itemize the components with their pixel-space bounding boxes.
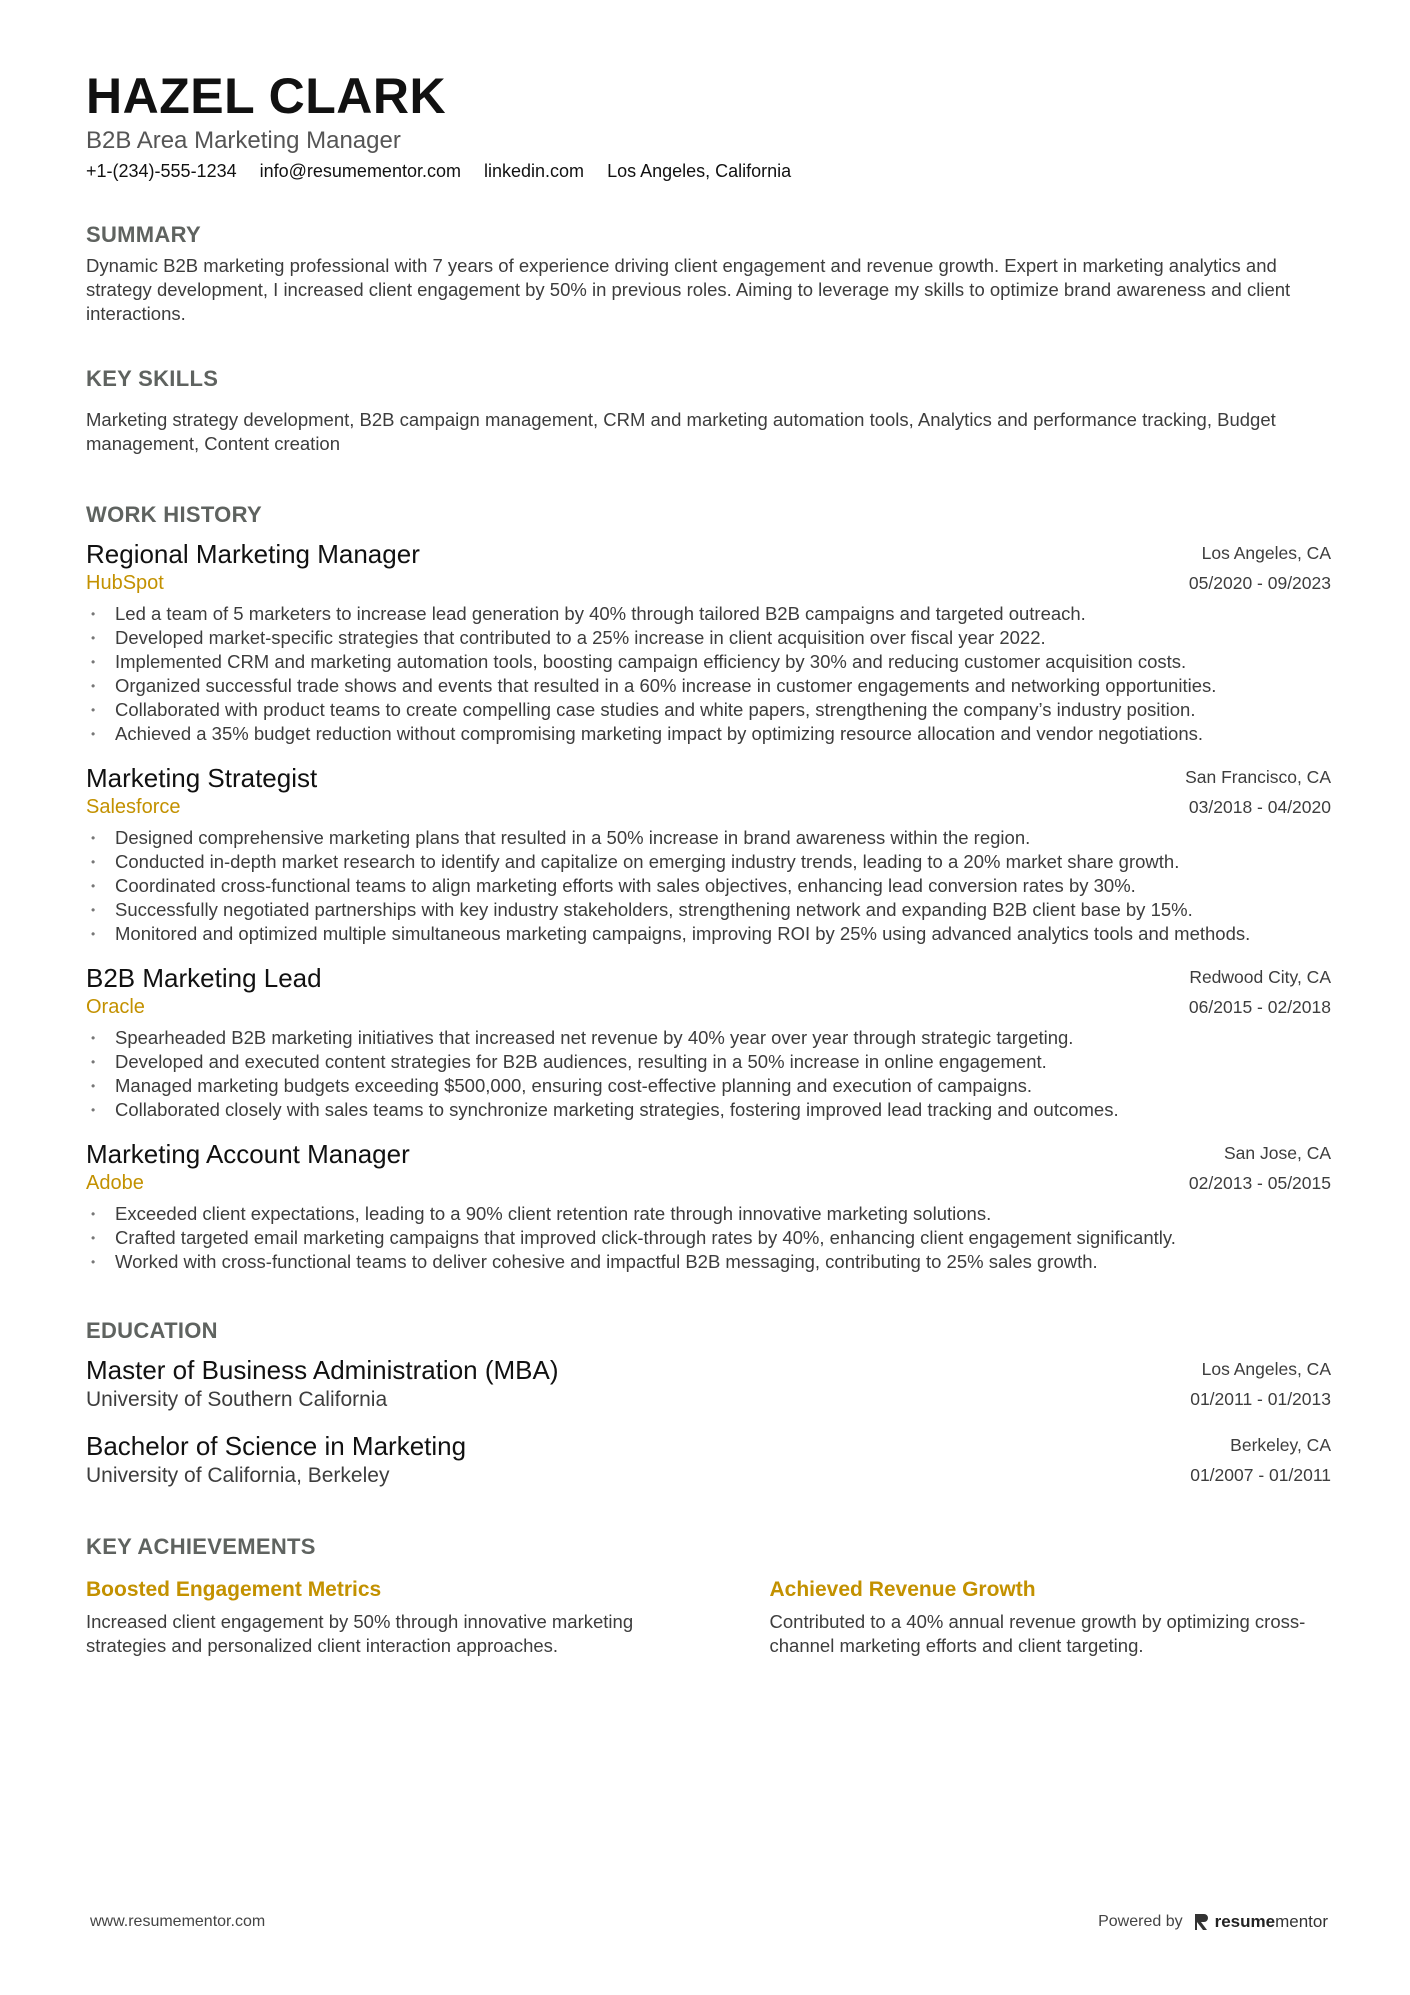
job-bullets	[86, 1026, 1331, 1122]
job-bullet: • Conducted in-depth market research to identify and capitalize on emerging industry trends, leading to a 20% market share growth.	[86, 850, 1331, 874]
job-bullets	[86, 826, 1331, 946]
education-degree: Bachelor of Science in Marketing	[86, 1430, 467, 1461]
job-company: Adobe	[86, 1171, 144, 1194]
achievement-card	[86, 1576, 648, 1658]
brand-rest: mentor	[1275, 1912, 1328, 1931]
job-bullet: • Developed market-specific strategies that contributed to a 25% increase in client acquisition over fiscal year 2022.	[86, 626, 1331, 650]
education-location: Berkeley, CA	[1230, 1434, 1331, 1455]
achievement-desc: Contributed to a 40% annual revenue growth by optimizing cross-channel marketing efforts and client targeting.	[769, 1610, 1306, 1656]
achievement-desc: Increased client engagement by 50% through innovative marketing strategies and personalized client interaction approaches.	[86, 1610, 634, 1656]
summary-section	[86, 222, 1331, 326]
job-bullet: • Coordinated cross-functional teams to align marketing efforts with sales objectives, enhancing lead conversion rates by 30%.	[86, 874, 1331, 898]
education-school: University of Southern California	[86, 1387, 388, 1411]
job-bullet: • Crafted targeted email marketing campaigns that improved click-through rates by 40%, enhancing client engagement significantly.	[86, 1226, 1331, 1250]
education-school: University of California, Berkeley	[86, 1463, 390, 1487]
job-bullet: • Implemented CRM and marketing automation tools, boosting campaign efficiency by 30% and reducing customer acquisition costs.	[86, 650, 1331, 674]
job-dates: 02/2013 - 05/2015	[1188, 1172, 1331, 1193]
job-bullet: • Designed comprehensive marketing plans that resulted in a 50% increase in brand awareness within the region.	[86, 826, 1331, 850]
job-bullet: • Exceeded client expectations, leading to a 90% client retention rate through innovative marketing solutions.	[86, 1202, 1331, 1226]
job-bullets	[86, 1202, 1331, 1274]
job-role: B2B Marketing Lead	[86, 962, 322, 993]
job-bullet: • Collaborated with product teams to create compelling case studies and white papers, strengthening the company’s industry position.	[86, 698, 1331, 722]
job-dates: 06/2015 - 02/2018	[1188, 996, 1331, 1017]
job-bullet: • Successfully negotiated partnerships with key industry stakeholders, strengthening network and expanding B2B client base by 15%.	[86, 898, 1331, 922]
job-bullet: • Monitored and optimized multiple simultaneous marketing campaigns, improving ROI by 25% using advanced analytics tools and methods.	[86, 922, 1331, 946]
contact-line	[86, 161, 1331, 182]
job-entry	[86, 1138, 1331, 1274]
job-location: San Francisco, CA	[1185, 766, 1331, 787]
job-bullet: • Managed marketing budgets exceeding $500,000, ensuring cost-effective planning and execution of campaigns.	[86, 1074, 1331, 1098]
section-title: SUMMARY	[86, 221, 201, 247]
section-title: KEY SKILLS	[86, 365, 219, 391]
resumementor-logo-icon	[1193, 1913, 1209, 1931]
job-company: Oracle	[86, 995, 145, 1018]
job-entry	[86, 538, 1331, 746]
education-location: Los Angeles, CA	[1201, 1358, 1331, 1379]
section-title: KEY ACHIEVEMENTS	[86, 1533, 316, 1559]
brand-bold: resume	[1214, 1912, 1276, 1931]
job-entry	[86, 962, 1331, 1122]
education-degree: Master of Business Administration (MBA)	[86, 1354, 559, 1385]
contact-email: info@resumementor.com	[259, 160, 461, 181]
education-dates: 01/2011 - 01/2013	[1190, 1388, 1331, 1409]
achievement-grid	[86, 1576, 1331, 1658]
resume-page	[86, 70, 1331, 1658]
page-footer	[90, 1912, 1328, 1932]
skills-text: Marketing strategy development, B2B campaign management, CRM and marketing automation tools, Analytics and performance tracking, Budget management, Content creation	[86, 408, 1276, 454]
job-header	[86, 538, 1331, 598]
job-role: Marketing Strategist	[86, 762, 318, 793]
job-header	[86, 1138, 1331, 1198]
job-location: Redwood City, CA	[1189, 966, 1331, 987]
contact-phone: +1-(234)-555-1234	[86, 160, 237, 181]
job-bullet: • Spearheaded B2B marketing initiatives that increased net revenue by 40% year over year through strategic targeting.	[86, 1026, 1331, 1050]
job-company: Salesforce	[86, 795, 181, 818]
education-entry	[86, 1354, 1331, 1414]
powered-by-label: Powered by	[1098, 1913, 1183, 1930]
footer-website[interactable]: www.resumementor.com	[90, 1913, 266, 1930]
education-dates: 01/2007 - 01/2011	[1190, 1464, 1331, 1485]
job-bullet: • Collaborated closely with sales teams to synchronize marketing strategies, fostering improved lead tracking and outcomes.	[86, 1098, 1331, 1122]
job-location: Los Angeles, CA	[1201, 542, 1331, 563]
candidate-title: B2B Area Marketing Manager	[86, 126, 401, 154]
section-title: WORK HISTORY	[86, 501, 262, 527]
job-bullet: • Developed and executed content strategies for B2B audiences, resulting in a 50% increase in online engagement.	[86, 1050, 1331, 1074]
job-bullet: • Led a team of 5 marketers to increase lead generation by 40% through tailored B2B campaigns and targeted outreach.	[86, 602, 1331, 626]
brand-logo[interactable]	[1193, 1912, 1328, 1932]
education-section	[86, 1318, 1331, 1490]
education-header	[86, 1354, 1331, 1414]
education-list	[86, 1354, 1331, 1490]
job-header	[86, 962, 1331, 1022]
candidate-name: HAZEL CLARK	[86, 68, 447, 124]
job-header	[86, 762, 1331, 822]
achievement-title: Boosted Engagement Metrics	[86, 1577, 382, 1601]
summary-text: Dynamic B2B marketing professional with 7 years of experience driving client engagement and revenue growth. Expert in marketing analytics and strategy development, I increased client engagement by 50% in previous roles. Aiming to leverage my skills to optimize brand awareness and client interactions.	[86, 254, 1291, 324]
job-role: Marketing Account Manager	[86, 1138, 410, 1169]
job-company: HubSpot	[86, 571, 164, 594]
education-entry	[86, 1430, 1331, 1490]
job-bullet: • Organized successful trade shows and events that resulted in a 60% increase in customer engagements and networking opportunities.	[86, 674, 1331, 698]
job-role: Regional Marketing Manager	[86, 538, 420, 569]
job-bullets	[86, 602, 1331, 746]
job-location: San Jose, CA	[1224, 1142, 1331, 1163]
work-section	[86, 502, 1331, 1274]
achievement-card	[770, 1576, 1332, 1658]
job-list	[86, 538, 1331, 1274]
job-dates: 05/2020 - 09/2023	[1188, 572, 1331, 593]
powered-by	[1098, 1912, 1328, 1932]
contact-linkedin[interactable]: linkedin.com	[484, 160, 585, 181]
job-entry	[86, 762, 1331, 946]
job-dates: 03/2018 - 04/2020	[1188, 796, 1331, 817]
section-title: EDUCATION	[86, 1317, 218, 1343]
job-bullet: • Achieved a 35% budget reduction without compromising marketing impact by optimizing resource allocation and vendor negotiations.	[86, 722, 1331, 746]
achievement-title: Achieved Revenue Growth	[769, 1577, 1036, 1601]
job-bullet: • Worked with cross-functional teams to deliver cohesive and impactful B2B messaging, contributing to 25% sales growth.	[86, 1250, 1331, 1274]
education-header	[86, 1430, 1331, 1490]
contact-location: Los Angeles, California	[607, 160, 792, 181]
achievements-section	[86, 1534, 1331, 1658]
resume-header	[86, 70, 1331, 182]
skills-section	[86, 366, 1331, 456]
